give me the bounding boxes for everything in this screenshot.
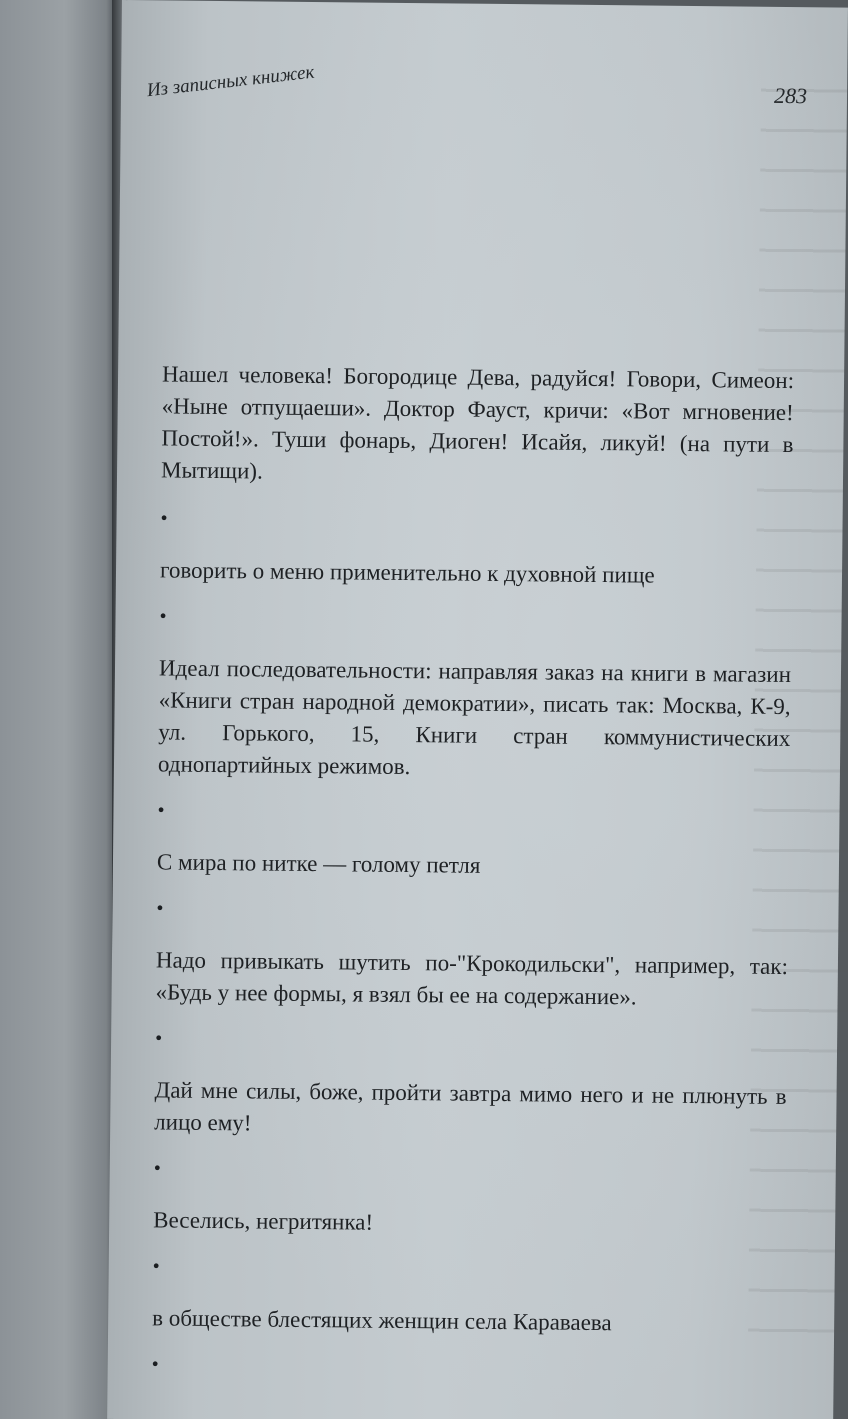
entry-separator: •	[160, 507, 168, 530]
entry-separator: •	[151, 1353, 159, 1376]
entry-5: Надо привыкать шутить по-"Крокодильски", например, так: «Будь у нее формы, я взял бы ее на содержание».	[155, 947, 789, 1010]
entry-8: в обществе блестящих женщин села Караваева	[152, 1305, 612, 1336]
entry-separator: •	[153, 1157, 161, 1180]
entry-7: Веселись, негритянка!	[153, 1207, 374, 1235]
running-head: Из записных книжек	[145, 61, 316, 102]
entry-separator: •	[155, 1027, 163, 1050]
page-header	[145, 61, 808, 119]
left-page-edge	[0, 0, 118, 1419]
entry-1: Нашел человека! Богородице Дева, радуйся! Говори, Симеон: «Ныне отпущаеши». Доктор Фауст, кричи: «Вот мгновение! Постой!». Туши фонарь, Диоген! Исайя, ликуй! (на пути в Мытищи).	[160, 361, 795, 484]
entry-4: С мира по нитке — голому петля	[156, 849, 481, 878]
entry-separator: •	[156, 897, 164, 920]
right-page	[107, 0, 848, 1419]
page-number: 283	[773, 82, 808, 109]
entry-separator: •	[159, 605, 167, 628]
page-body	[151, 358, 794, 1407]
entry-separator: •	[152, 1255, 160, 1278]
entry-2: говорить о меню применительно к духовной пище	[159, 557, 655, 588]
entry-separator: •	[157, 799, 165, 822]
entry-6: Дай мне силы, боже, пройти завтра мимо него и не плюнуть в лицо ему!	[154, 1077, 787, 1136]
entry-3: Идеал последовательности: направляя заказ на книги в магазин «Книги стран народной демократии», писать так: Москва, К-9, ул. Горького, 15, Книги стран коммунистических однопартийных режимов.	[157, 655, 792, 780]
